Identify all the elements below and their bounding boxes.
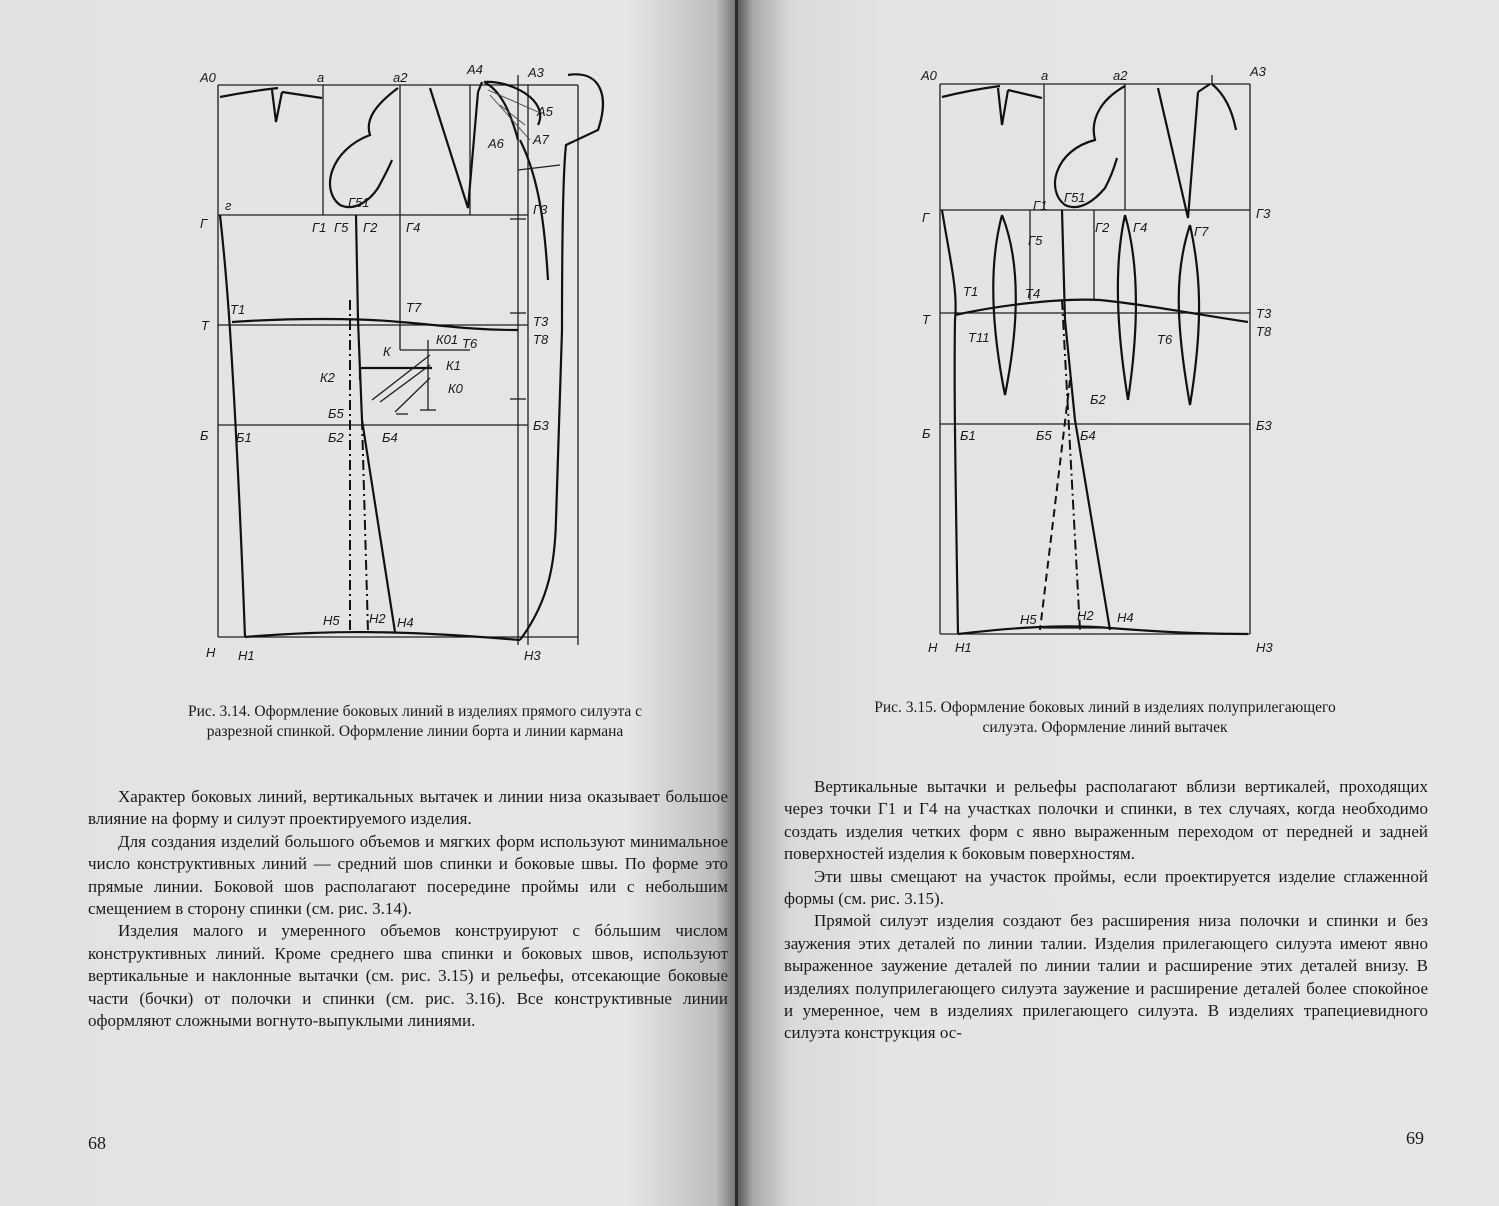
label-B3: Б3 [1256,418,1272,433]
label-G2: Г2 [1095,220,1110,235]
label-H3: Н3 [524,648,541,663]
label-H3: Н3 [1256,640,1273,655]
label-A0: A0 [921,68,937,83]
label-T8: Т8 [1256,324,1272,339]
label-G51: Г51 [1064,190,1086,205]
label-K2: К2 [320,370,335,385]
label-a: a [1041,68,1049,83]
label-H5: Н5 [323,613,340,628]
label-K0: К0 [448,381,463,396]
label-T3: Т3 [533,314,549,329]
paragraph: Изделия малого и умеренного объемов конструируют с бóльшим числом конструктивных линий. Кроме среднего шва спинки и боковых швов, используют вертикальные и наклонные вытачки (см. рис. 3.15) и рельефы, отсекающие боковые части (бочки) от полочки и спинки (см. рис. 3.16). Все конструктивные линии оформляют сложными вогнуто-выпуклыми линиями. [88,921,728,1031]
figure-3-14-caption [90,702,738,742]
label-G1: Г1 [312,220,327,235]
caption-line: Рис. 3.14. Оформление боковых линий в изделиях прямого силуэта с [187,703,643,720]
label-K: К [383,344,391,359]
paragraph: Для создания изделий большого объемов и мягких форм используют минимальное число конструктивных линий — средний шов спинки и боковые швы. По форме это прямые линии. Боковой шов располагают посередине проймы или с небольшим смещением в сторону спинки (см. рис. 3.14). [88,831,728,919]
label-T: Т [922,312,930,327]
label-A4: A4 [467,62,483,77]
label-H5: Н5 [1020,612,1037,627]
label-B2: Б2 [1090,392,1106,407]
right-page [738,0,1499,1206]
label-T8: Т8 [533,332,549,347]
label-G2: Г2 [363,220,378,235]
caption-line: силуэта. Оформление линий вытачек [982,719,1228,736]
label-A0: A0 [200,70,216,85]
caption-line: разрезной спинкой. Оформление линии борта и линии кармана [206,723,624,740]
label-B4: Б4 [1080,428,1096,443]
right-body-text [784,776,1428,1045]
label-A3: A3 [1250,64,1266,79]
label-T3: Т3 [1256,306,1272,321]
label-a: a [317,70,325,85]
label-G5: Г5 [1028,233,1043,248]
label-G3: Г3 [1256,206,1271,221]
label-H: Н [928,640,938,655]
page-number-left: 68 [88,1133,106,1153]
label-a2: a2 [393,70,408,85]
label-B3: Б3 [533,418,549,433]
label-G4: Г4 [1133,220,1148,235]
label-A7: A7 [533,132,549,147]
label-G3: Г3 [533,202,548,217]
label-T1: Т1 [230,302,246,317]
label-A3: A3 [528,65,544,80]
figure-3-15-caption [780,698,1430,738]
label-B: Б [200,428,209,443]
label-A5: A5 [537,104,553,119]
label-T4: Т4 [1025,286,1041,301]
label-T11: Т11 [968,330,990,345]
label-H1: Н1 [238,648,255,663]
paragraph: Характер боковых линий, вертикальных вытачек и линии низа оказывает большое влияние на форму и силуэт проектируемого изделия. [88,787,728,829]
caption-line: Рис. 3.15. Оформление боковых линий в изделиях полуприлегающего [874,699,1336,716]
label-K01: К01 [436,332,459,347]
paragraph: Вертикальные вытачки и рельефы располагают вблизи вертикалей, проходящих через точки Г1 и Г4 на участках полочки и спинки, в тех случаях, когда необходимо создать изделия четких форм с явно выраженным переходом от передней и задней поверхностей изделия к боковым поверхностям. [784,777,1428,864]
label-G: Г [200,216,208,231]
label-B1: Б1 [236,430,252,445]
label-H1: Н1 [955,640,972,655]
left-page [0,0,738,1206]
label-T1: Т1 [963,284,979,299]
figure-3-14-diagram [0,0,738,700]
label-G5: Г5 [334,220,349,235]
label-H: Н [206,645,216,660]
label-G7: Г7 [1194,224,1209,239]
label-H4: Н4 [1117,610,1134,625]
label-B4: Б4 [382,430,398,445]
label-H4: Н4 [397,615,414,630]
label-a2: a2 [1113,68,1128,83]
label-G1: Г1 [1033,198,1048,213]
label-H2: Н2 [369,611,386,626]
label-B: Б [922,426,931,441]
label-T7: Т7 [406,300,422,315]
label-B5: Б5 [328,406,344,421]
label-B1: Б1 [960,428,976,443]
page-number-right: 69 [1406,1128,1424,1148]
label-T6: Т6 [1157,332,1173,347]
label-G51: Г51 [348,195,370,210]
figure-3-15-diagram [738,0,1499,700]
label-T6: Т6 [462,336,478,351]
label-K1: К1 [446,358,461,373]
label-G: Г [922,210,930,225]
label-G4: Г4 [406,220,421,235]
paragraph: Эти швы смещают на участок проймы, если проектируется изделие сглаженной формы (см. рис. 3.15). [784,866,1428,909]
label-T: Т [201,318,209,333]
label-H2: Н2 [1077,608,1094,623]
label-A6: A6 [488,136,504,151]
label-B2: Б2 [328,430,344,445]
label-B5: Б5 [1036,428,1052,443]
label-g: г [225,198,232,213]
left-body-text [88,786,728,1032]
paragraph: Прямой силуэт изделия создают без расширения низа полочки и спинки и без заужения этих деталей по линии талии. Изделия прилегающего силуэта имеют явно выраженное заужение деталей по линии талии и расширение этих деталей внизу. В изделиях полуприлегающего силуэта заужение и расширение деталей более спокойное и умеренное, чем в изделиях прилегающего силуэта. В изделиях трапециевидного силуэта конструкция ос- [784,911,1428,1043]
